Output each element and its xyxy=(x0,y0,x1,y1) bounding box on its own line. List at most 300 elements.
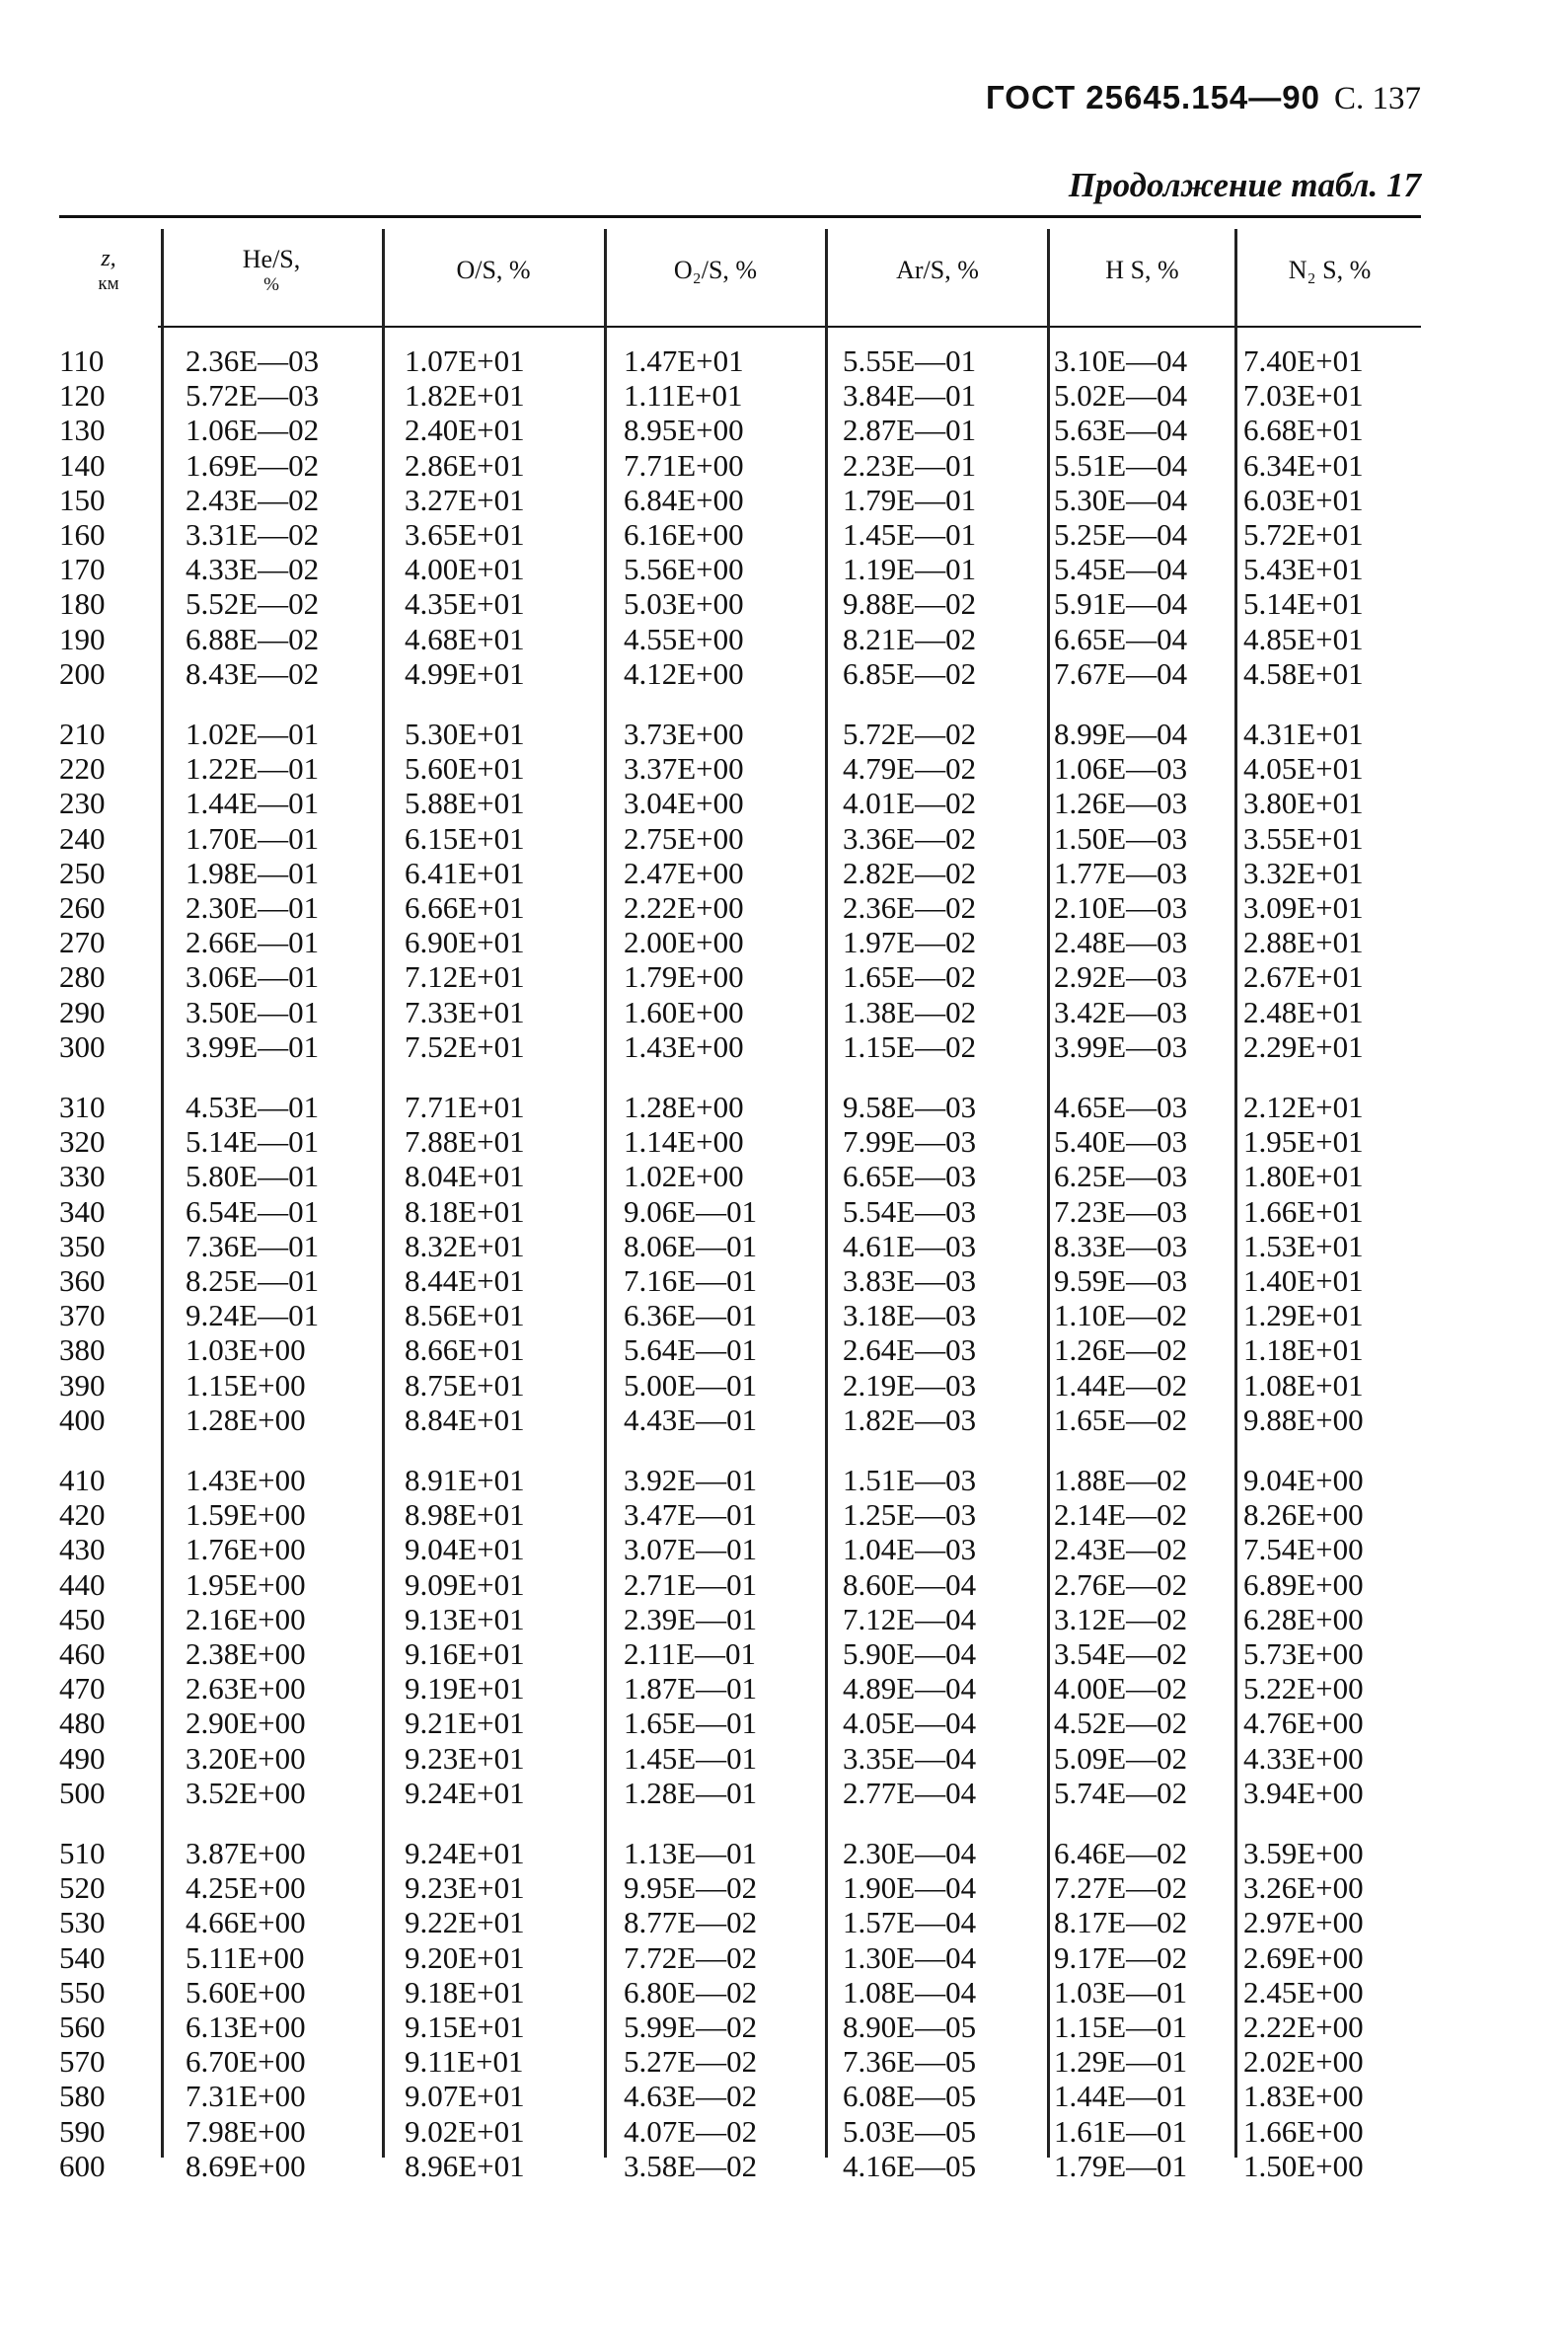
value-cell: 4.61E—03 xyxy=(843,1228,977,1263)
value-cell: 6.68E+01 xyxy=(1243,413,1364,448)
altitude-cell: 270 xyxy=(59,925,106,960)
value-cell: 1.65E—02 xyxy=(1054,1402,1188,1437)
value-cell: 6.88E—02 xyxy=(186,621,320,656)
value-cell: 9.04E+01 xyxy=(405,1532,525,1567)
altitude-cell: 500 xyxy=(59,1775,106,1810)
row-group xyxy=(59,343,1421,691)
value-cell: 8.17E—02 xyxy=(1054,1905,1188,1940)
value-cell: 8.95E+00 xyxy=(624,413,744,448)
value-cell: 2.10E—03 xyxy=(1054,890,1188,925)
value-cell: 6.89E+00 xyxy=(1243,1566,1364,1602)
table-row xyxy=(59,2044,1421,2079)
value-cell: 6.66E+01 xyxy=(405,890,525,925)
value-cell: 8.43E—02 xyxy=(186,655,320,691)
value-cell: 1.79E—01 xyxy=(843,482,977,517)
value-cell: 2.64E—03 xyxy=(843,1332,977,1368)
value-cell: 2.69E+00 xyxy=(1243,1939,1364,1975)
altitude-cell: 570 xyxy=(59,2044,106,2080)
value-cell: 3.58E—02 xyxy=(624,2148,758,2183)
value-cell: 1.50E+00 xyxy=(1243,2148,1364,2183)
value-cell: 6.84E+00 xyxy=(624,482,744,517)
value-cell: 6.13E+00 xyxy=(186,2010,306,2044)
value-cell: 4.31E+01 xyxy=(1243,717,1364,751)
value-cell: 7.31E+00 xyxy=(186,2079,306,2114)
value-cell: 2.11E—01 xyxy=(624,1636,757,1671)
value-cell: 6.46E—02 xyxy=(1054,1836,1188,1870)
value-cell: 7.72E—02 xyxy=(624,1939,758,1975)
value-cell: 1.15E+00 xyxy=(186,1367,306,1403)
table-row xyxy=(59,586,1421,621)
altitude-cell: 550 xyxy=(59,1974,106,2010)
table-row xyxy=(59,343,1421,378)
value-cell: 8.91E+01 xyxy=(405,1463,525,1497)
value-cell: 2.45E+00 xyxy=(1243,1974,1364,2010)
value-cell: 4.16E—05 xyxy=(843,2148,977,2183)
value-cell: 5.30E+01 xyxy=(405,717,525,751)
value-cell: 1.03E—01 xyxy=(1054,1974,1188,2010)
value-cell: 1.65E—01 xyxy=(624,1706,758,1741)
altitude-cell: 260 xyxy=(59,890,106,925)
value-cell: 3.07E—01 xyxy=(624,1532,758,1567)
value-cell: 5.30E—04 xyxy=(1054,482,1188,517)
value-cell: 3.04E+00 xyxy=(624,786,744,821)
value-cell: 3.87E+00 xyxy=(186,1836,306,1870)
table-row xyxy=(59,925,1421,959)
value-cell: 1.45E—01 xyxy=(624,1740,758,1776)
value-cell: 1.70E—01 xyxy=(186,820,320,856)
value-cell: 1.28E+00 xyxy=(624,1090,744,1124)
altitude-cell: 520 xyxy=(59,1870,106,1906)
value-cell: 6.65E—04 xyxy=(1054,621,1188,656)
altitude-cell: 420 xyxy=(59,1497,106,1533)
value-cell: 8.60E—04 xyxy=(843,1566,977,1602)
altitude-cell: 360 xyxy=(59,1263,106,1298)
value-cell: 3.09E+01 xyxy=(1243,890,1364,925)
altitude-cell: 560 xyxy=(59,2010,106,2044)
value-cell: 7.54E+00 xyxy=(1243,1532,1364,1567)
altitude-cell: 460 xyxy=(59,1636,106,1671)
value-cell: 7.88E+01 xyxy=(405,1124,525,1160)
value-cell: 6.80E—02 xyxy=(624,1974,758,2010)
value-cell: 4.65E—03 xyxy=(1054,1090,1188,1124)
value-cell: 9.06E—01 xyxy=(624,1193,758,1229)
value-cell: 2.87E—01 xyxy=(843,413,977,448)
value-cell: 5.02E—04 xyxy=(1054,378,1188,414)
value-cell: 3.99E—01 xyxy=(186,1028,320,1064)
value-cell: 3.73E+00 xyxy=(624,717,744,751)
value-cell: 3.94E+00 xyxy=(1243,1775,1364,1810)
value-cell: 4.89E—04 xyxy=(843,1671,977,1706)
value-cell: 3.52E+00 xyxy=(186,1775,306,1810)
value-cell: 5.14E—01 xyxy=(186,1124,320,1160)
value-cell: 9.07E+01 xyxy=(405,2079,525,2114)
table-row xyxy=(59,856,1421,890)
value-cell: 2.76E—02 xyxy=(1054,1566,1188,1602)
value-cell: 3.12E—02 xyxy=(1054,1601,1188,1636)
value-cell: 3.55E+01 xyxy=(1243,820,1364,856)
altitude-cell: 480 xyxy=(59,1706,106,1741)
value-cell: 1.43E+00 xyxy=(186,1463,306,1497)
table-row xyxy=(59,1029,1421,1064)
value-cell: 2.90E+00 xyxy=(186,1706,306,1741)
header-h: H S, % xyxy=(1105,256,1179,285)
value-cell: 6.08E—05 xyxy=(843,2079,977,2114)
value-cell: 8.44E+01 xyxy=(405,1263,525,1298)
value-cell: 1.26E—02 xyxy=(1054,1332,1188,1368)
header-he: He/S, % xyxy=(242,245,301,296)
table-row xyxy=(59,786,1421,820)
value-cell: 4.33E—02 xyxy=(186,552,320,587)
value-cell: 8.33E—03 xyxy=(1054,1228,1188,1263)
value-cell: 1.19E—01 xyxy=(843,552,977,587)
table-row xyxy=(59,2079,1421,2113)
table-row xyxy=(59,2149,1421,2183)
value-cell: 7.36E—05 xyxy=(843,2044,977,2080)
value-cell: 5.63E—04 xyxy=(1054,413,1188,448)
value-cell: 9.24E+01 xyxy=(405,1836,525,1870)
table-row xyxy=(59,1403,1421,1437)
value-cell: 8.69E+00 xyxy=(186,2148,306,2183)
table-row xyxy=(59,413,1421,447)
value-cell: 7.40E+01 xyxy=(1243,343,1364,378)
value-cell: 5.72E—02 xyxy=(843,717,977,751)
value-cell: 2.86E+01 xyxy=(405,447,525,483)
value-cell: 1.06E—02 xyxy=(186,413,320,448)
header-altitude: z, км xyxy=(98,246,119,294)
value-cell: 4.43E—01 xyxy=(624,1402,758,1437)
value-cell: 6.34E+01 xyxy=(1243,447,1364,483)
value-cell: 7.67E—04 xyxy=(1054,655,1188,691)
value-cell: 7.03E+01 xyxy=(1243,378,1364,414)
value-cell: 4.63E—02 xyxy=(624,2079,758,2114)
value-cell: 3.47E—01 xyxy=(624,1497,758,1533)
value-cell: 5.72E+01 xyxy=(1243,517,1364,552)
value-cell: 6.15E+01 xyxy=(405,820,525,856)
altitude-cell: 490 xyxy=(59,1740,106,1776)
altitude-cell: 190 xyxy=(59,621,106,656)
header-bottom-rule xyxy=(158,326,1421,328)
table-row xyxy=(59,2114,1421,2149)
value-cell: 9.23E+01 xyxy=(405,1740,525,1776)
value-cell: 5.40E—03 xyxy=(1054,1124,1188,1160)
table-row xyxy=(59,959,1421,994)
value-cell: 7.27E—02 xyxy=(1054,1870,1188,1906)
altitude-cell: 470 xyxy=(59,1671,106,1706)
value-cell: 1.98E—01 xyxy=(186,855,320,890)
altitude-cell: 590 xyxy=(59,2113,106,2149)
table-row xyxy=(59,717,1421,751)
header-o: O/S, % xyxy=(456,256,531,285)
value-cell: 5.14E+01 xyxy=(1243,586,1364,622)
value-cell: 7.36E—01 xyxy=(186,1228,320,1263)
value-cell: 7.12E+01 xyxy=(405,959,525,995)
value-cell: 1.08E—04 xyxy=(843,1974,977,2010)
value-cell: 3.35E—04 xyxy=(843,1740,977,1776)
value-cell: 2.23E—01 xyxy=(843,447,977,483)
value-cell: 8.06E—01 xyxy=(624,1228,758,1263)
value-cell: 2.02E+00 xyxy=(1243,2044,1364,2080)
value-cell: 2.66E—01 xyxy=(186,925,320,960)
page-number: С. 137 xyxy=(1333,81,1421,116)
value-cell: 8.84E+01 xyxy=(405,1402,525,1437)
page-header xyxy=(947,79,1421,117)
value-cell: 5.45E—04 xyxy=(1054,552,1188,587)
value-cell: 7.52E+01 xyxy=(405,1028,525,1064)
value-cell: 2.43E—02 xyxy=(1054,1532,1188,1567)
value-cell: 4.79E—02 xyxy=(843,751,977,787)
table-row xyxy=(59,1975,1421,2010)
altitude-cell: 580 xyxy=(59,2079,106,2114)
value-cell: 2.82E—02 xyxy=(843,855,977,890)
table-row xyxy=(59,1870,1421,1905)
value-cell: 4.00E—02 xyxy=(1054,1671,1188,1706)
value-cell: 4.00E+01 xyxy=(405,552,525,587)
value-cell: 1.26E—03 xyxy=(1054,786,1188,821)
value-cell: 6.70E+00 xyxy=(186,2044,306,2080)
value-cell: 9.18E+01 xyxy=(405,1974,525,2010)
table-row xyxy=(59,1636,1421,1671)
altitude-cell: 120 xyxy=(59,378,106,414)
altitude-cell: 450 xyxy=(59,1601,106,1636)
table-row xyxy=(59,483,1421,517)
value-cell: 3.26E+00 xyxy=(1243,1870,1364,1906)
value-cell: 6.03E+01 xyxy=(1243,482,1364,517)
value-cell: 9.23E+01 xyxy=(405,1870,525,1906)
altitude-cell: 150 xyxy=(59,482,106,517)
value-cell: 9.59E—03 xyxy=(1054,1263,1188,1298)
value-cell: 1.95E+00 xyxy=(186,1566,306,1602)
value-cell: 7.12E—04 xyxy=(843,1601,977,1636)
value-cell: 3.59E+00 xyxy=(1243,1836,1364,1870)
value-cell: 3.18E—03 xyxy=(843,1298,977,1333)
altitude-cell: 600 xyxy=(59,2148,106,2183)
value-cell: 9.24E+01 xyxy=(405,1775,525,1810)
altitude-cell: 200 xyxy=(59,655,106,691)
altitude-cell: 400 xyxy=(59,1402,106,1437)
value-cell: 2.19E—03 xyxy=(843,1367,977,1403)
value-cell: 2.36E—03 xyxy=(186,343,320,378)
value-cell: 1.10E—02 xyxy=(1054,1298,1188,1333)
value-cell: 2.71E—01 xyxy=(624,1566,758,1602)
value-cell: 2.43E—02 xyxy=(186,482,320,517)
row-group xyxy=(59,1090,1421,1437)
table-row xyxy=(59,2010,1421,2044)
table-row xyxy=(59,1741,1421,1776)
value-cell: 1.14E+00 xyxy=(624,1124,744,1160)
value-cell: 4.85E+01 xyxy=(1243,621,1364,656)
altitude-cell: 440 xyxy=(59,1566,106,1602)
altitude-cell: 290 xyxy=(59,994,106,1029)
altitude-cell: 130 xyxy=(59,413,106,448)
table-row xyxy=(59,1836,1421,1870)
value-cell: 9.17E—02 xyxy=(1054,1939,1188,1975)
table-row xyxy=(59,1497,1421,1532)
value-cell: 5.22E+00 xyxy=(1243,1671,1364,1706)
row-group xyxy=(59,717,1421,1064)
value-cell: 5.52E—02 xyxy=(186,586,320,622)
value-cell: 1.79E—01 xyxy=(1054,2148,1188,2183)
table-row xyxy=(59,1159,1421,1193)
value-cell: 3.54E—02 xyxy=(1054,1636,1188,1671)
header-o2: O₂/S, % xyxy=(673,256,758,285)
value-cell: 1.47E+01 xyxy=(624,343,744,378)
altitude-cell: 160 xyxy=(59,517,106,552)
value-cell: 9.11E+01 xyxy=(405,2044,524,2080)
value-cell: 1.61E—01 xyxy=(1054,2113,1188,2149)
table-row xyxy=(59,1368,1421,1403)
table-row xyxy=(59,622,1421,656)
table-row xyxy=(59,1671,1421,1706)
value-cell: 2.12E+01 xyxy=(1243,1090,1364,1124)
table-row xyxy=(59,1124,1421,1159)
value-cell: 5.80E—01 xyxy=(186,1159,320,1194)
value-cell: 9.95E—02 xyxy=(624,1870,758,1906)
value-cell: 1.95E+01 xyxy=(1243,1124,1364,1160)
value-cell: 5.60E+00 xyxy=(186,1974,306,2010)
value-cell: 2.36E—02 xyxy=(843,890,977,925)
value-cell: 9.09E+01 xyxy=(405,1566,525,1602)
value-cell: 8.56E+01 xyxy=(405,1298,525,1333)
value-cell: 9.22E+01 xyxy=(405,1905,525,1940)
value-cell: 1.97E—02 xyxy=(843,925,977,960)
value-cell: 8.98E+01 xyxy=(405,1497,525,1533)
table-row xyxy=(59,1229,1421,1263)
value-cell: 3.50E—01 xyxy=(186,994,320,1029)
value-cell: 6.28E+00 xyxy=(1243,1601,1364,1636)
value-cell: 1.50E—03 xyxy=(1054,820,1188,856)
value-cell: 4.66E+00 xyxy=(186,1905,306,1940)
altitude-cell: 240 xyxy=(59,820,106,856)
value-cell: 5.74E—02 xyxy=(1054,1775,1188,1810)
value-cell: 5.03E+00 xyxy=(624,586,744,622)
value-cell: 1.44E—02 xyxy=(1054,1367,1188,1403)
altitude-cell: 350 xyxy=(59,1228,106,1263)
value-cell: 9.20E+01 xyxy=(405,1939,525,1975)
value-cell: 3.42E—03 xyxy=(1054,994,1188,1029)
value-cell: 1.60E+00 xyxy=(624,994,744,1029)
value-cell: 1.83E+00 xyxy=(1243,2079,1364,2114)
value-cell: 5.43E+01 xyxy=(1243,552,1364,587)
value-cell: 3.92E—01 xyxy=(624,1463,758,1497)
value-cell: 1.53E+01 xyxy=(1243,1228,1364,1263)
value-cell: 2.30E—04 xyxy=(843,1836,977,1870)
value-cell: 9.02E+01 xyxy=(405,2113,525,2149)
header-ar: Ar/S, % xyxy=(896,256,979,285)
table-row xyxy=(59,1332,1421,1367)
value-cell: 7.99E—03 xyxy=(843,1124,977,1160)
value-cell: 3.80E+01 xyxy=(1243,786,1364,821)
value-cell: 3.27E+01 xyxy=(405,482,525,517)
value-cell: 1.87E—01 xyxy=(624,1671,758,1706)
value-cell: 4.12E+00 xyxy=(624,655,744,691)
value-cell: 8.32E+01 xyxy=(405,1228,525,1263)
value-cell: 8.18E+01 xyxy=(405,1193,525,1229)
value-cell: 2.48E+01 xyxy=(1243,994,1364,1029)
table-row xyxy=(59,1567,1421,1602)
value-cell: 2.47E+00 xyxy=(624,855,744,890)
value-cell: 1.90E—04 xyxy=(843,1870,977,1906)
altitude-cell: 370 xyxy=(59,1298,106,1333)
value-cell: 9.58E—03 xyxy=(843,1090,977,1124)
value-cell: 1.38E—02 xyxy=(843,994,977,1029)
value-cell: 7.23E—03 xyxy=(1054,1193,1188,1229)
value-cell: 1.66E+01 xyxy=(1243,1193,1364,1229)
value-cell: 1.02E—01 xyxy=(186,717,320,751)
table-row xyxy=(59,1090,1421,1124)
value-cell: 1.43E+00 xyxy=(624,1028,744,1064)
value-cell: 5.90E—04 xyxy=(843,1636,977,1671)
value-cell: 1.76E+00 xyxy=(186,1532,306,1567)
altitude-cell: 280 xyxy=(59,959,106,995)
value-cell: 5.99E—02 xyxy=(624,2010,758,2044)
value-cell: 6.90E+01 xyxy=(405,925,525,960)
row-group xyxy=(59,1836,1421,2183)
altitude-cell: 510 xyxy=(59,1836,106,1870)
table-row xyxy=(59,378,1421,413)
altitude-cell: 530 xyxy=(59,1905,106,1940)
value-cell: 2.63E+00 xyxy=(186,1671,306,1706)
altitude-cell: 380 xyxy=(59,1332,106,1368)
value-cell: 1.79E+00 xyxy=(624,959,744,995)
value-cell: 1.25E—03 xyxy=(843,1497,977,1533)
value-cell: 1.02E+00 xyxy=(624,1159,744,1194)
value-cell: 8.90E—05 xyxy=(843,2010,977,2044)
value-cell: 1.77E—03 xyxy=(1054,855,1188,890)
altitude-cell: 310 xyxy=(59,1090,106,1124)
table-row xyxy=(59,1298,1421,1332)
value-cell: 1.13E—01 xyxy=(624,1836,758,1870)
value-cell: 4.35E+01 xyxy=(405,586,525,622)
value-cell: 9.04E+00 xyxy=(1243,1463,1364,1497)
altitude-cell: 320 xyxy=(59,1124,106,1160)
value-cell: 5.09E—02 xyxy=(1054,1740,1188,1776)
standard-number: ГОСТ 25645.154—90 xyxy=(986,79,1320,115)
altitude-cell: 410 xyxy=(59,1463,106,1497)
value-cell: 4.55E+00 xyxy=(624,621,744,656)
value-cell: 8.21E—02 xyxy=(843,621,977,656)
value-cell: 1.08E+01 xyxy=(1243,1367,1364,1403)
value-cell: 9.21E+01 xyxy=(405,1706,525,1741)
value-cell: 3.10E—04 xyxy=(1054,343,1188,378)
value-cell: 4.52E—02 xyxy=(1054,1706,1188,1741)
value-cell: 9.24E—01 xyxy=(186,1298,320,1333)
value-cell: 1.11E+01 xyxy=(624,378,743,414)
table-row xyxy=(59,751,1421,786)
value-cell: 3.20E+00 xyxy=(186,1740,306,1776)
value-cell: 2.14E—02 xyxy=(1054,1497,1188,1533)
value-cell: 3.06E—01 xyxy=(186,959,320,995)
altitude-cell: 250 xyxy=(59,855,106,890)
value-cell: 8.26E+00 xyxy=(1243,1497,1364,1533)
value-cell: 7.16E—01 xyxy=(624,1263,758,1298)
value-cell: 5.25E—04 xyxy=(1054,517,1188,552)
value-cell: 5.91E—04 xyxy=(1054,586,1188,622)
table-row xyxy=(59,1194,1421,1229)
value-cell: 2.40E+01 xyxy=(405,413,525,448)
value-cell: 2.39E—01 xyxy=(624,1601,758,1636)
value-cell: 1.04E—03 xyxy=(843,1532,977,1567)
value-cell: 8.77E—02 xyxy=(624,1905,758,1940)
value-cell: 2.22E+00 xyxy=(624,890,744,925)
header-n2: N₂ S, % xyxy=(1288,256,1372,285)
value-cell: 6.16E+00 xyxy=(624,517,744,552)
value-cell: 7.98E+00 xyxy=(186,2113,306,2149)
value-cell: 1.65E—02 xyxy=(843,959,977,995)
value-cell: 3.99E—03 xyxy=(1054,1028,1188,1064)
value-cell: 1.88E—02 xyxy=(1054,1463,1188,1497)
value-cell: 4.58E+01 xyxy=(1243,655,1364,691)
value-cell: 2.77E—04 xyxy=(843,1775,977,1810)
